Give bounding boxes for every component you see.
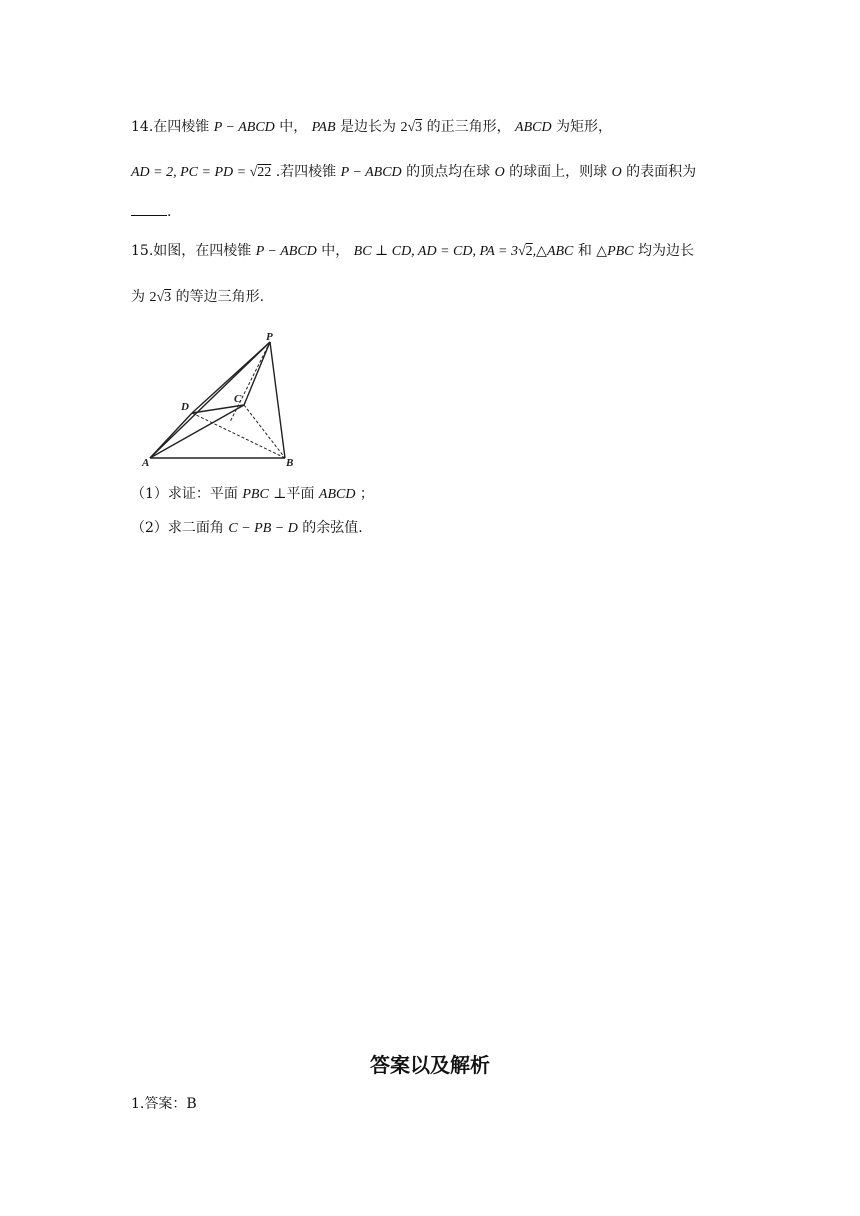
math-pyramid: P − ABCD [213, 120, 275, 135]
edge-AD [150, 413, 192, 458]
label-D: D [181, 401, 189, 413]
q15-part-1: （1）求证：平面 PBC ⊥平面 ABCD ； [131, 486, 374, 502]
math-triangle: PAB [311, 120, 336, 135]
q14-line-2: AD = 2, PC = PD = √22 .若四棱锥 P − ABCD 的顶点均在球 O 的球面上，则球 O 的表面积为 [131, 164, 697, 180]
edge-PD [192, 342, 270, 413]
edge-PB [270, 342, 285, 458]
edge-PC [244, 342, 270, 405]
math-sqrt-2: √2 [517, 244, 533, 259]
math-rectangle: ABCD [515, 120, 552, 135]
math-2-sqrt-3: 2√3 [400, 120, 423, 135]
q14-line-3: . [131, 201, 171, 222]
q15-line-2: 为 2√3 的等边三角形. [131, 289, 265, 305]
edge-PA [150, 342, 270, 458]
answers-heading: 答案以及解析 [370, 1053, 490, 1077]
q15-part-2: （2）求二面角 C − PB − D 的余弦值. [131, 520, 363, 536]
answer-1: 1.答案：B [131, 1096, 197, 1112]
math-2-sqrt-3: 2√3 [149, 290, 172, 305]
label-B: B [286, 457, 294, 469]
label-A: A [142, 457, 150, 469]
math-conditions: BC ⊥ CD, AD = CD, PA = 3 [353, 244, 518, 259]
dashed-DB [192, 413, 285, 458]
q14-line-1: 14.在四棱锥 P − ABCD 中， PAB 是边长为 2√3 的正三角形， ABCD 为矩形， [131, 119, 613, 135]
label-P: P [266, 331, 273, 343]
math-sqrt-22: √22 [249, 165, 272, 180]
pyramid-figure [140, 330, 300, 470]
q15-line-1: 15.如图，在四棱锥 P − ABCD 中， BC ⊥ CD, AD = CD, PA = 3√2,△ABC 和 △PBC 均为边长 [131, 243, 694, 259]
label-C: C [234, 393, 242, 405]
answer-blank [131, 201, 167, 216]
dashed-PM [230, 342, 270, 422]
math-lengths: AD = 2, PC = PD = [131, 165, 250, 180]
